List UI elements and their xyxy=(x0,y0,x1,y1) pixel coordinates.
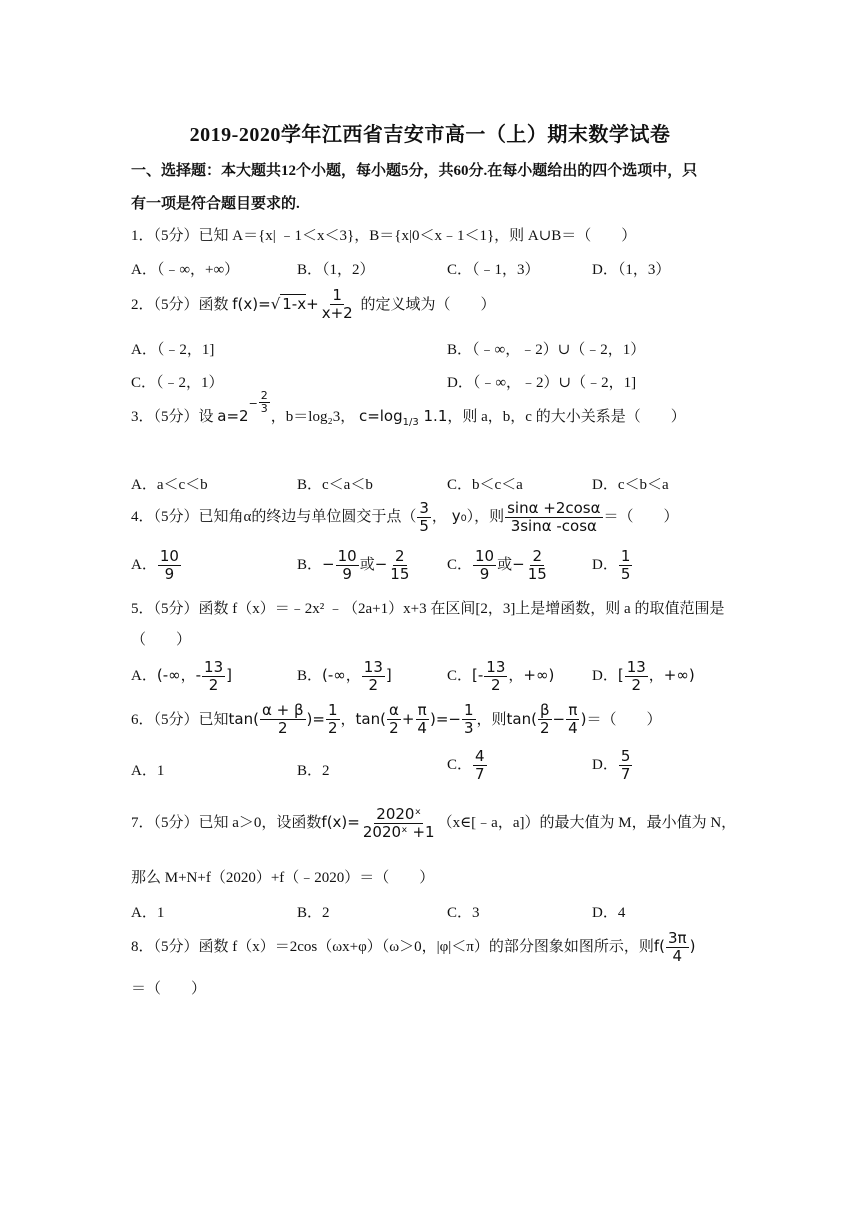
fraction-den: 4 xyxy=(672,947,683,965)
fraction-num: 3π xyxy=(667,929,687,947)
question-6-stem-post: ＝（ ） xyxy=(586,712,662,728)
question-5-option-d xyxy=(592,659,695,694)
question-6-option-d xyxy=(592,748,633,783)
question-4-option-d xyxy=(592,548,633,583)
fraction-num: β xyxy=(539,701,550,719)
question-4-option-b xyxy=(297,548,412,583)
question-2-stem xyxy=(131,287,495,322)
option-label: C． xyxy=(447,756,473,773)
question-6-formula xyxy=(228,701,477,737)
fraction-num: α + β xyxy=(261,701,304,719)
fraction-den: 15 xyxy=(527,565,547,583)
fraction-den: 2 xyxy=(631,676,642,694)
option-label: D． xyxy=(592,556,618,573)
question-7-stem xyxy=(131,806,736,841)
question-6-mid: ，则 xyxy=(476,712,507,728)
tan-2-arg-a xyxy=(387,702,401,737)
question-6-stem xyxy=(131,702,662,737)
question-8-close: ) xyxy=(689,936,696,955)
section-heading-line2: 有一项是符合题目要求的. xyxy=(131,196,300,212)
question-2-stem-post: 的定义域为（ ） xyxy=(360,297,496,313)
fraction-num: 2 xyxy=(395,547,405,565)
formula-fx: f(x)= xyxy=(232,295,271,313)
question-3-b-expr: ，b＝log₂3， xyxy=(270,409,356,425)
fraction-den: 2 xyxy=(327,719,338,737)
option-fraction xyxy=(619,748,633,783)
fraction-num: α xyxy=(388,701,399,719)
question-7-stem-pre: 7．（5分）已知 a＞0，设函数 xyxy=(131,814,322,831)
question-3-option-c: C．b＜c＜a xyxy=(447,477,523,493)
fraction-num: 1 xyxy=(620,547,631,565)
option-label: B． xyxy=(297,556,323,573)
option-sign: − xyxy=(322,554,335,573)
question-7-option-c: C．3 xyxy=(447,905,480,921)
fraction-den: 2 xyxy=(539,719,550,737)
tan-3-arg-b xyxy=(566,702,580,737)
page-title: 2019-2020学年江西省吉安市高一（上）期末数学试卷 xyxy=(189,124,671,146)
question-3-option-b: B．c＜a＜b xyxy=(297,477,373,493)
question-3-option-d: D．c＜b＜a xyxy=(592,477,669,493)
question-4-stem-pre: 4．（5分）已知角α的终边与单位圆交于点（ xyxy=(131,508,417,525)
question-5-option-a xyxy=(131,659,232,694)
value-1 xyxy=(326,702,340,737)
question-8-fraction xyxy=(666,930,689,965)
question-8-fx: f( xyxy=(653,936,665,955)
option-post: ] xyxy=(226,665,232,684)
question-4-point-y: ， y₀） xyxy=(431,506,475,525)
question-8-stem xyxy=(131,930,695,965)
question-6-option-a: A．1 xyxy=(131,763,165,779)
fraction-den: 5 xyxy=(620,565,631,583)
question-7-fraction xyxy=(361,806,437,841)
c-arg: 1.1 xyxy=(423,407,448,425)
option-fraction xyxy=(473,548,496,583)
fraction-den: 3sinα -cosα xyxy=(510,517,597,535)
option-sign-2: − xyxy=(374,554,388,573)
fraction-den: 15 xyxy=(390,565,410,583)
fraction-num: 10 xyxy=(475,547,495,565)
question-3-option-a: A．a＜c＜b xyxy=(131,477,208,493)
question-2-option-a: A．（﹣2，1] xyxy=(131,342,215,358)
option-pre: [ xyxy=(617,665,624,684)
option-label: B． xyxy=(297,667,323,684)
question-4-stem-post: ＝（ ） xyxy=(603,508,679,525)
question-7-stem-cont: 那么 M+N+f（2020）+f（﹣2020）＝（ ） xyxy=(131,870,435,886)
fraction-den: 7 xyxy=(620,765,631,783)
option-label: A． xyxy=(131,667,157,684)
question-3-c-expr xyxy=(358,407,448,428)
question-4-mid: ，则 xyxy=(474,508,505,525)
question-3-stem xyxy=(131,389,686,429)
question-4-option-a xyxy=(131,548,182,583)
tan-2-plus: + xyxy=(401,710,415,728)
fraction-den: 2 xyxy=(491,676,501,694)
separator: ， xyxy=(340,710,356,728)
tan-1-close: )= xyxy=(306,710,325,728)
question-7-option-d: D．4 xyxy=(592,905,626,921)
fraction-den: x+2 xyxy=(321,304,353,322)
tan-3-arg-a xyxy=(538,702,552,737)
option-label: D． xyxy=(592,667,618,684)
fraction-den: 9 xyxy=(164,565,175,583)
fraction-den: 9 xyxy=(479,565,490,583)
question-7-fx: f(x)= xyxy=(321,812,360,831)
option-fraction xyxy=(625,659,648,694)
question-6-option-b: B．2 xyxy=(297,763,330,779)
formula-sqrt: 1-x xyxy=(282,295,307,313)
question-7-stem-post: （x∈[﹣a，a]）的最大值为 M，最小值为 N， xyxy=(437,814,737,831)
fraction-num: 2 xyxy=(532,547,543,565)
question-2-option-c: C．（﹣2，1） xyxy=(131,375,224,391)
fraction-num: sinα +2cosα xyxy=(507,499,601,517)
question-5-stem-cont: （ ） xyxy=(131,632,192,648)
a-expr: a=2 xyxy=(217,407,249,425)
tan-1-arg xyxy=(260,702,306,737)
option-or: 或 xyxy=(359,556,375,573)
c-expr: c=log xyxy=(358,407,403,425)
fraction-num: 1 xyxy=(463,701,474,719)
question-2-option-b: B．（﹣∞，﹣2）∪（﹣2，1） xyxy=(447,342,646,358)
fraction-den: 4 xyxy=(417,719,427,737)
fraction-den: 2020ˣ +1 xyxy=(362,823,435,841)
question-5-option-b xyxy=(297,659,392,694)
section-heading-line1: 一、选择题：本大题共12个小题，每小题5分，共60分.在每小题给出的四个选项中，只 xyxy=(131,163,698,179)
formula-fraction xyxy=(320,287,355,322)
option-post: ，+∞) xyxy=(508,665,555,684)
fraction-den: 2 xyxy=(389,719,399,737)
c-base: 1/3 xyxy=(402,417,419,428)
fraction-num: π xyxy=(568,701,578,719)
option-fraction xyxy=(202,659,225,694)
option-pre: (-∞，- xyxy=(156,665,202,684)
question-3-stem-post: ，则 a，b，c 的大小关系是（ ） xyxy=(447,409,686,425)
fraction-num: 13 xyxy=(486,658,506,676)
fraction-num: 2020ˣ xyxy=(376,805,422,823)
fraction-num: 13 xyxy=(204,658,224,676)
option-fraction xyxy=(158,548,181,583)
question-4-stem xyxy=(131,500,679,535)
point-x-den: 5 xyxy=(419,517,429,535)
fraction-den: 7 xyxy=(475,765,485,783)
question-2-formula: f(x)=√ 1-x+ $\frac{1}{x+2}$ xyxy=(232,286,353,322)
question-6-stem-pre: 6．（5分）已知 xyxy=(131,712,229,728)
exp-den: 3 xyxy=(260,402,268,415)
tan-1: tan( xyxy=(228,710,259,728)
value-2 xyxy=(462,702,476,737)
tan-2-close: )=− xyxy=(429,710,461,728)
question-1-option-d: D．（1，3） xyxy=(592,262,671,278)
tan-3-close: ) xyxy=(580,710,587,728)
option-fraction xyxy=(336,548,359,583)
question-1-stem: 1．（5分）已知 A＝{x| ﹣1＜x＜3}，B＝{x|0＜x﹣1＜1}，则 A∪B＝（ ） xyxy=(131,228,637,244)
question-3-stem-pre: 3．（5分）设 xyxy=(131,409,214,425)
fraction-num: 13 xyxy=(363,658,383,676)
question-5-option-c xyxy=(447,659,554,694)
option-sign-2: − xyxy=(512,554,525,573)
a-exponent xyxy=(259,390,270,415)
option-post: ，+∞) xyxy=(648,665,695,684)
tan-2-arg-b xyxy=(415,702,429,737)
fraction-num: π xyxy=(417,701,427,719)
option-pre: [- xyxy=(472,665,484,684)
question-4-option-c xyxy=(447,548,550,583)
option-label: C． xyxy=(447,667,473,684)
question-3-a-expr: a=2− $\frac{2}{3}$ xyxy=(217,389,268,425)
question-8-stem-cont: ＝（ ） xyxy=(131,981,207,997)
option-fraction xyxy=(484,659,507,694)
fraction-den: 3 xyxy=(463,719,474,737)
question-7-option-b: B．2 xyxy=(297,905,330,921)
fraction-den: 2 xyxy=(368,676,379,694)
question-5-stem: 5．（5分）函数 f（x）＝﹣2x² ﹣（2a+1）x+3 在区间[2，3]上是增函数，则 a 的取值范围是 xyxy=(131,601,725,617)
question-2-stem-pre: 2．（5分）函数 xyxy=(131,297,229,313)
fraction-num: 5 xyxy=(620,747,631,765)
question-2-option-d: D．（﹣∞，﹣2）∪（﹣2，1] xyxy=(447,375,637,391)
fraction-den: 9 xyxy=(342,565,352,583)
fraction-num: 13 xyxy=(626,658,646,676)
formula-plus: + xyxy=(306,295,319,313)
tan-3: tan( xyxy=(506,710,537,728)
question-1-option-c: C．（﹣1，3） xyxy=(447,262,540,278)
question-4-point-x xyxy=(417,500,431,535)
fraction-num: 10 xyxy=(159,547,179,565)
option-fraction xyxy=(362,659,385,694)
fraction-num: 4 xyxy=(475,747,485,765)
option-fraction xyxy=(473,748,487,783)
question-1-option-a: A．（﹣∞，+∞） xyxy=(131,262,240,278)
fraction-num: 1 xyxy=(327,701,338,719)
option-pre: (-∞， xyxy=(322,665,361,684)
question-7-option-a: A．1 xyxy=(131,905,165,921)
option-fraction-2 xyxy=(526,548,549,583)
tan-3-minus: − xyxy=(552,710,566,728)
question-4-fraction xyxy=(505,500,602,535)
fraction-den: 2 xyxy=(208,676,219,694)
question-1-option-b: B．（1，2） xyxy=(297,262,375,278)
option-label: D． xyxy=(592,756,618,773)
option-fraction xyxy=(619,548,633,583)
tan-2: tan( xyxy=(355,710,386,728)
fraction-den: 2 xyxy=(277,719,288,737)
option-or: 或 xyxy=(497,556,513,573)
section-heading xyxy=(131,155,731,221)
fraction-den: 4 xyxy=(568,719,578,737)
question-8-stem-pre: 8．（5分）函数 f（x）＝2cos（ωx+φ）（ω＞0，|φ|＜π）的部分图象如图所示，则 xyxy=(131,938,654,955)
option-post: ] xyxy=(385,665,392,684)
option-label: A． xyxy=(131,556,157,573)
fraction-num: 1 xyxy=(332,286,342,304)
question-6-target xyxy=(506,701,587,737)
option-fraction-2 xyxy=(388,548,411,583)
exp-num: 2 xyxy=(260,389,268,402)
fraction-num: 10 xyxy=(337,547,357,565)
option-label: C． xyxy=(447,556,473,573)
question-6-option-c xyxy=(447,748,488,783)
point-x-num: 3 xyxy=(419,499,429,517)
